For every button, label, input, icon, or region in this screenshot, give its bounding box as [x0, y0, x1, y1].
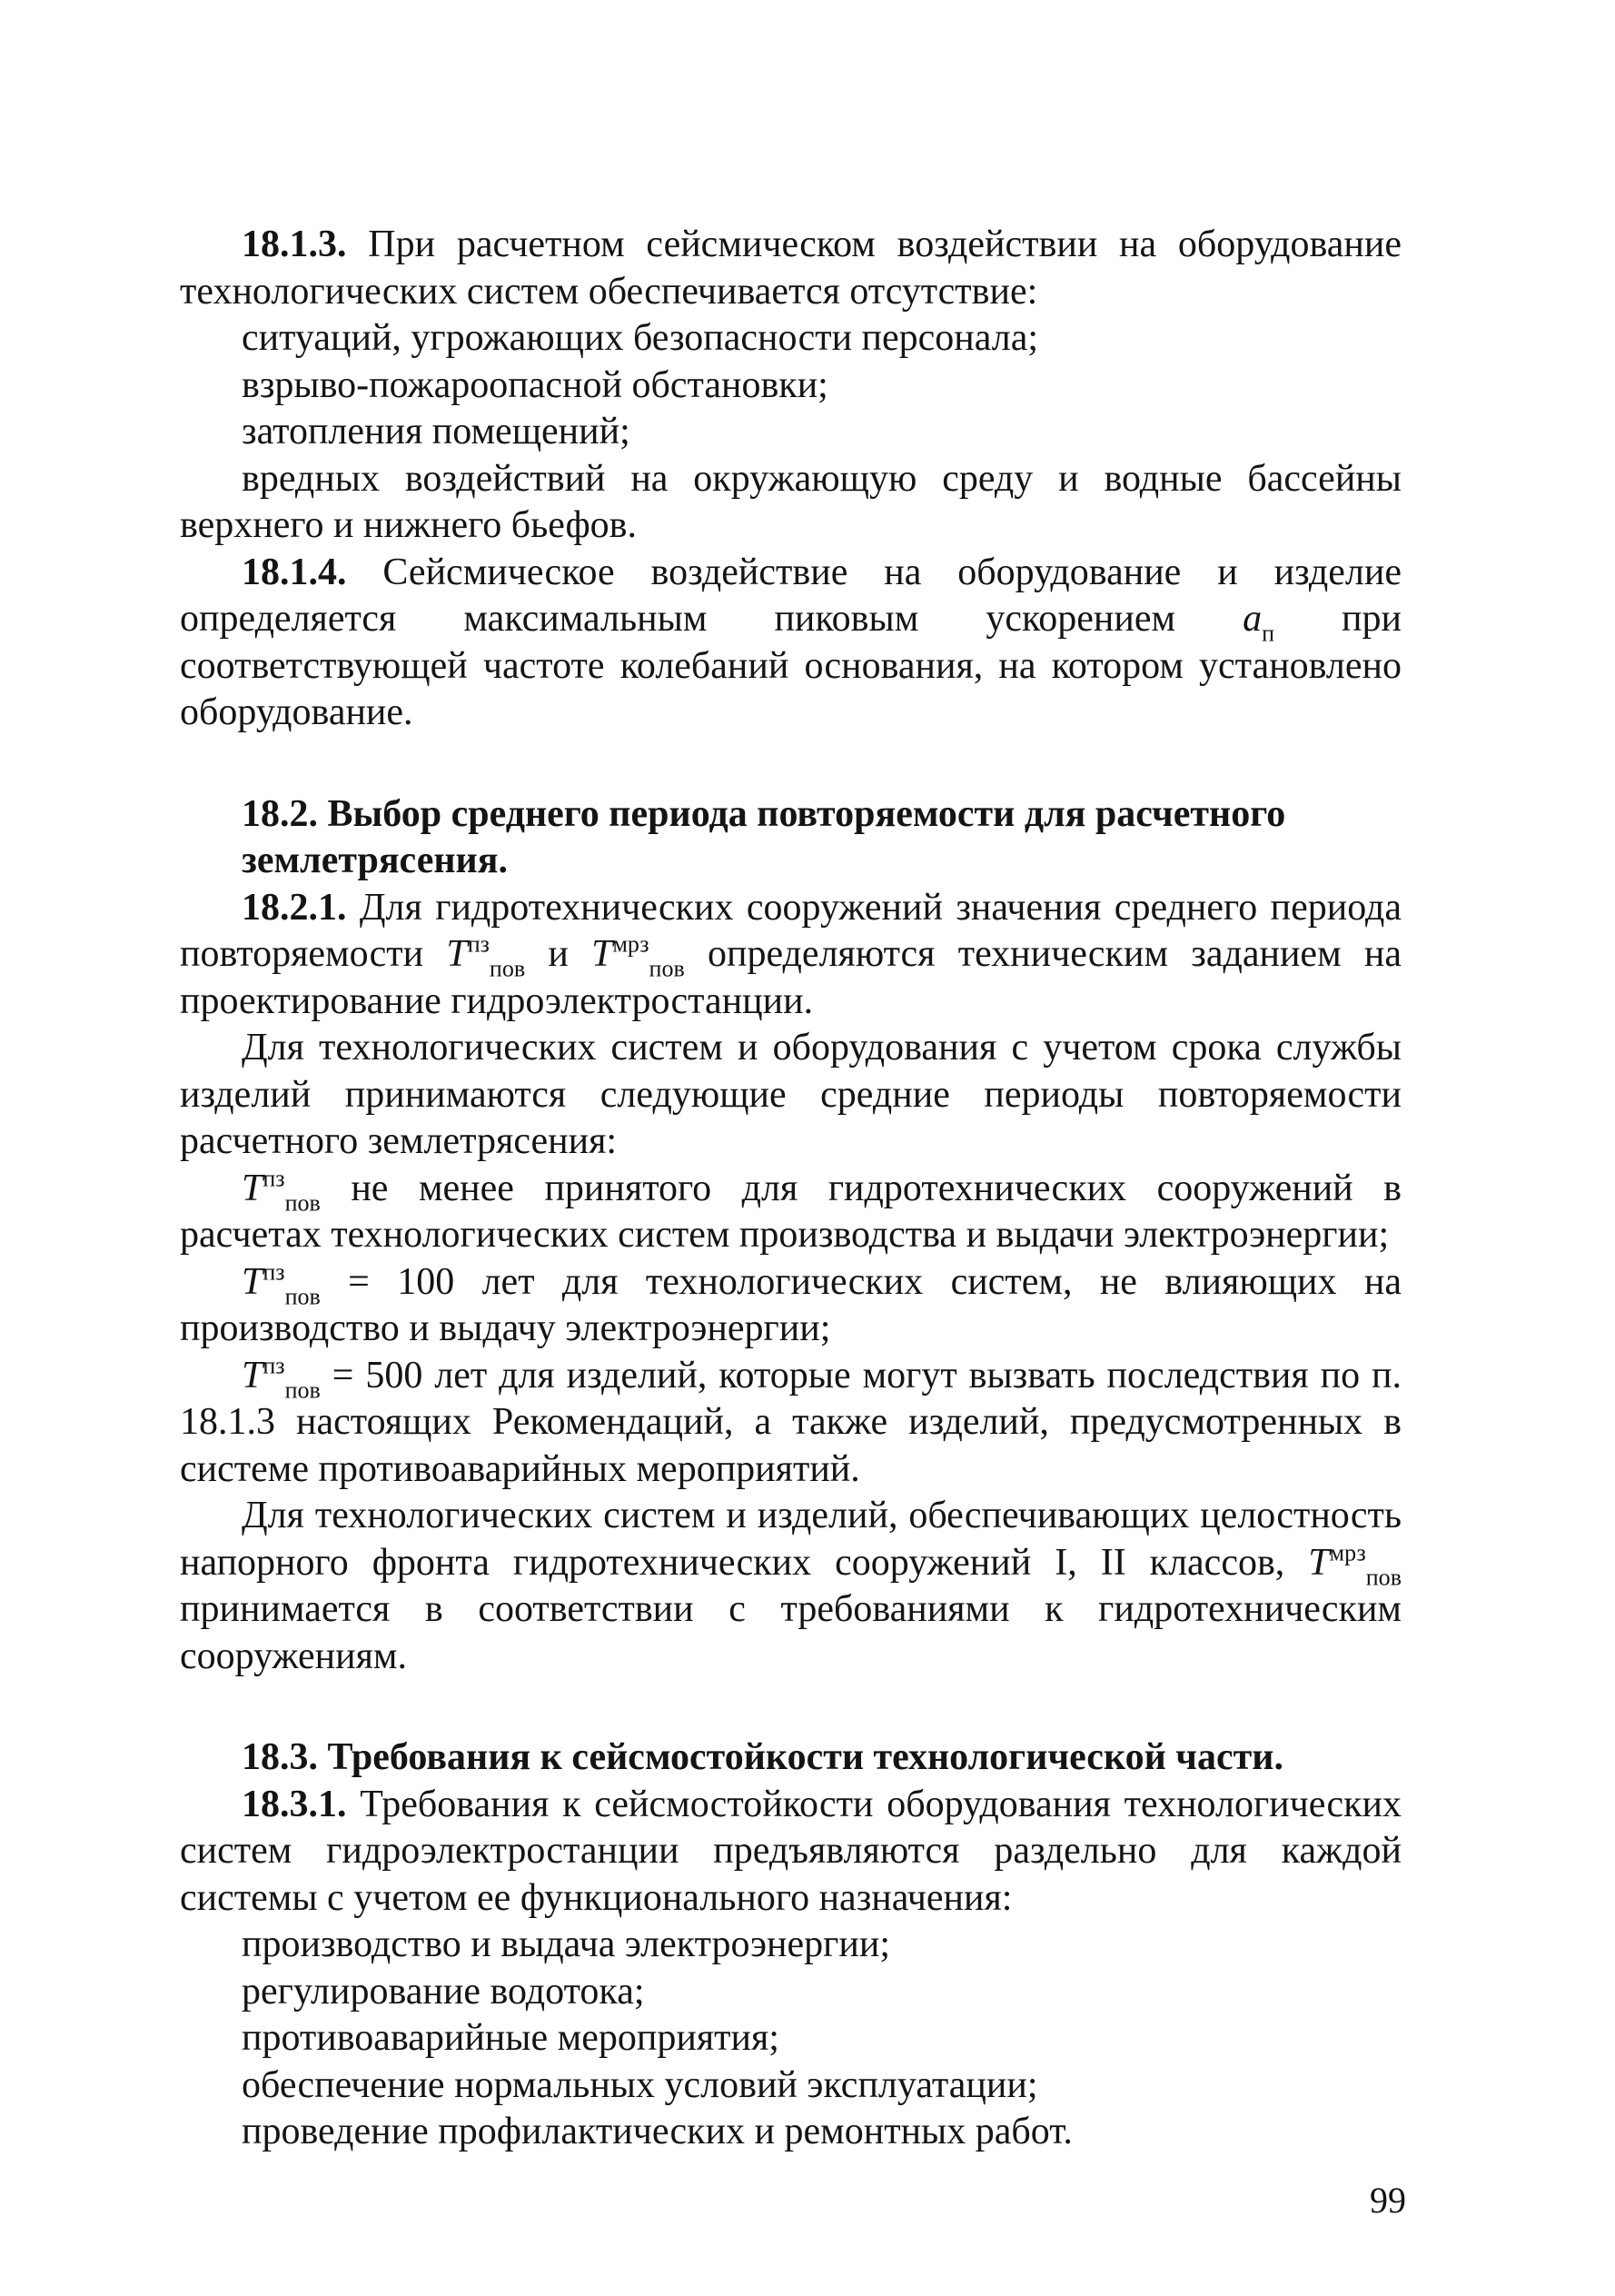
- paragraph-18-1-4: 18.1.4. Сейсмическое воздействие на оборудование и изделие определяется максимальным пиковым ускорением $a_п$ при соответствующей частоте колебаний основания, на котором установлено оборудование.: [180, 551, 1402, 733]
- list-item: производство и выдача электроэнергии;: [242, 1923, 890, 1965]
- list-item: ситуаций, угрожающих безопасности персонала;: [242, 317, 1039, 359]
- document-page: [180, 222, 1402, 2156]
- symbol-a: a: [1243, 598, 1263, 640]
- section-number: 18.3.1.: [242, 1783, 347, 1825]
- section-number: 18.2.1.: [242, 886, 347, 929]
- paragraph-18-3-1: 18.3.1. Требования к сейсмостойкости оборудования технологических систем гидроэлектростанции предъявляются раздельно для каждой системы с учетом ее функционального назначения:: [180, 1783, 1402, 1919]
- period-item: $T^{пз}_{пов} = 500$ лет для изделий, которые могут вызвать последствия по п. 18.1.3 настоящих Рекомендаций, а также изделий, предусмотренных в системе противоаварийных мероприятий.: [180, 1351, 1402, 1490]
- paragraph-service-life: Для технологических систем и оборудования с учетом срока службы изделий принимаются следующие средние периоды повторяемости расчетного землетрясения:: [180, 1027, 1402, 1162]
- list-item: затопления помещений;: [242, 411, 630, 452]
- list-item: вредных воздействий на окружающую среду и водные бассейны верхнего и нижнего бьефов.: [180, 457, 1402, 546]
- list-item: противоаварийные мероприятия;: [242, 2017, 779, 2059]
- period-item: $T^{пз}_{пов} = 100$ лет для технологических систем, не влияющих на производство и выдачу электроэнергии;: [180, 1257, 1402, 1349]
- section-heading-18-3: 18.3. Требования к сейсмостойкости технологической части.: [242, 1736, 1283, 1778]
- list-item: проведение профилактических и ремонтных работ.: [242, 2111, 1073, 2152]
- page-number: 99: [1370, 2180, 1406, 2221]
- paragraph-18-1-3: 18.1.3. При расчетном сейсмическом воздействии на оборудование технологических систем обеспечивается отсутствие:: [180, 224, 1402, 313]
- paragraph-18-2-1: 18.2.1. Для гидротехнических сооружений значения среднего периода повторяемости $T^{пз}_{пов}$ и $T^{мрз}_{пов}$ определяются техническим заданием на проектирование гидроэлектростанции.: [180, 886, 1402, 1022]
- list-item: регулирование водотока;: [242, 1970, 645, 2013]
- section-heading-18-2: 18.2. Выбор среднего периода повторяемости для расчетного землетрясения.: [242, 792, 1286, 881]
- period-item: $T^{пз}_{пов}$ не менее принятого для гидротехнических сооружений в расчетах технологических систем производства и выдачи электроэнергии;: [180, 1164, 1402, 1256]
- section-number: 18.1.3.: [242, 224, 347, 265]
- list-item: взрыво-пожароопасной обстановки;: [242, 363, 828, 406]
- list-item: обеспечение нормальных условий эксплуатации;: [242, 2063, 1038, 2106]
- paragraph-integrity: Для технологических систем и изделий, обеспечивающих целостность напорного фронта гидротехнических сооружений I, II классов, $T^{мрз}_{пов}$ принимается в соответствии с требованиями к гидротехническим сооружениям.: [180, 1495, 1402, 1677]
- section-number: 18.1.4.: [242, 551, 347, 593]
